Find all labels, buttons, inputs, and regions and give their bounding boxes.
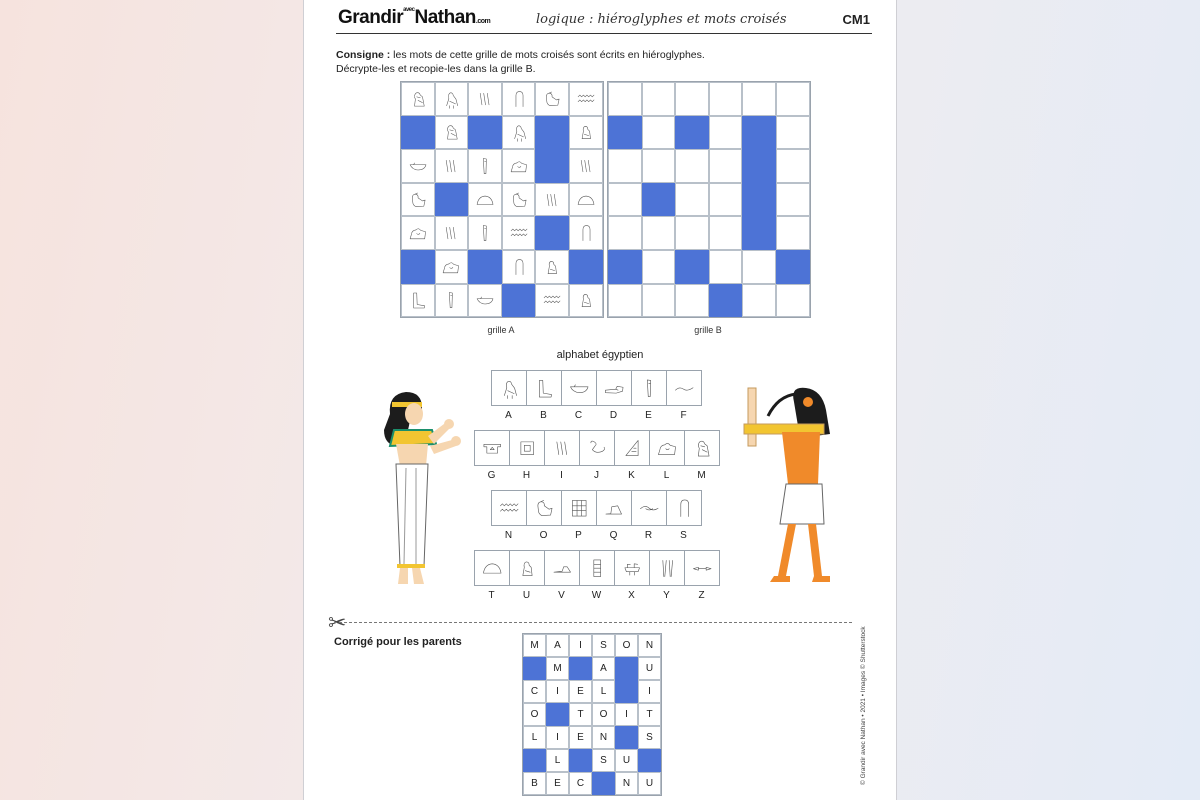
answer-cell: T: [569, 703, 592, 726]
grid-b-black-cell: [742, 216, 776, 250]
grid-a-cell: [401, 216, 435, 250]
grid-a-cell: [468, 183, 502, 217]
grid-b-cell[interactable]: [642, 284, 676, 318]
answer-key-label: Corrigé pour les parents: [334, 636, 462, 648]
hieroglyph-l-icon: [407, 222, 429, 244]
answer-cell: C: [523, 680, 546, 703]
hieroglyph-o-icon: [407, 189, 429, 211]
grid-a-cell: [569, 149, 603, 183]
hieroglyph-y-icon: [655, 556, 679, 580]
grid-b-cell[interactable]: [608, 149, 642, 183]
hieroglyph-l-icon: [508, 155, 530, 177]
grid-b-black-cell: [608, 250, 642, 284]
grid-a-cell: [435, 116, 469, 150]
grid-b-black-cell: [675, 250, 709, 284]
hieroglyph-n-icon: [541, 289, 563, 311]
grid-a-cell: [401, 149, 435, 183]
hieroglyph-q-icon: [602, 496, 626, 520]
cut-line: [334, 622, 852, 623]
alphabet-letter: H: [522, 470, 531, 481]
grid-a-cell: [468, 216, 502, 250]
scissors-icon: ✂: [328, 610, 347, 635]
hieroglyph-n-icon: [497, 496, 521, 520]
alphabet-cell: [491, 370, 527, 406]
alphabet-letter: Q: [609, 530, 618, 541]
hieroglyph-c-icon: [407, 155, 429, 177]
answer-cell: L: [523, 726, 546, 749]
grid-b-cell[interactable]: [776, 183, 810, 217]
grid-a-cell: [569, 116, 603, 150]
alphabet-cell: [666, 370, 702, 406]
grid-a-cell: [502, 82, 536, 116]
answer-cell: O: [592, 703, 615, 726]
grid-a-cell: [435, 216, 469, 250]
hieroglyph-s-icon: [672, 496, 696, 520]
grid-b-cell[interactable]: [776, 116, 810, 150]
answer-cell: I: [638, 680, 661, 703]
hieroglyph-o-icon: [508, 189, 530, 211]
answer-cell: [638, 749, 661, 772]
grid-b-cell[interactable]: [642, 216, 676, 250]
hieroglyph-i-icon: [474, 88, 496, 110]
grid-a-cell: [468, 82, 502, 116]
hieroglyph-i-icon: [440, 155, 462, 177]
answer-cell: S: [638, 726, 661, 749]
alphabet-letter: Y: [663, 590, 670, 601]
alphabet-cell: [614, 550, 650, 586]
alphabet-letter: N: [504, 530, 513, 541]
answer-key-grid: [522, 633, 662, 796]
hieroglyph-z-icon: [690, 556, 714, 580]
grid-b-cell[interactable]: [709, 250, 743, 284]
grid-b-black-cell: [642, 183, 676, 217]
alphabet-title: alphabet égyptien: [556, 349, 644, 361]
hieroglyph-c-icon: [474, 289, 496, 311]
hieroglyph-g-icon: [480, 436, 504, 460]
instructions: Consigne : les mots de cette grille de mots croisés sont écrits en hiéroglyphes. Décrypte-les et recopie-les dans la grille B.: [336, 49, 705, 75]
grid-b-cell[interactable]: [675, 183, 709, 217]
hieroglyph-m-icon: [690, 436, 714, 460]
grid-b-cell[interactable]: [675, 82, 709, 116]
grid-a-cell: [535, 216, 569, 250]
alphabet-letter: F: [680, 410, 687, 421]
grid-b-cell[interactable]: [642, 82, 676, 116]
grid-b-cell[interactable]: [709, 183, 743, 217]
grid-a-cell: [468, 284, 502, 318]
grid-a-cell: [502, 149, 536, 183]
grid-b-cell[interactable]: [742, 82, 776, 116]
hieroglyph-i-icon: [440, 222, 462, 244]
hieroglyph-t-icon: [575, 189, 597, 211]
answer-cell: O: [523, 703, 546, 726]
alphabet-letters-1: [491, 410, 701, 421]
answer-cell: M: [523, 634, 546, 657]
grid-a-cell: [569, 284, 603, 318]
hieroglyph-s-icon: [508, 88, 530, 110]
answer-cell: S: [592, 749, 615, 772]
answer-cell: C: [569, 772, 592, 795]
alphabet-cell: [596, 490, 632, 526]
level-badge: CM1: [842, 12, 870, 27]
grid-b-cell[interactable]: [675, 216, 709, 250]
answer-cell: [615, 657, 638, 680]
hieroglyph-l-icon: [440, 256, 462, 278]
alphabet-row-1: [491, 370, 701, 406]
hieroglyph-u-icon: [575, 121, 597, 143]
grid-b-cell[interactable]: [608, 216, 642, 250]
answer-cell: E: [546, 772, 569, 795]
grid-b-cell[interactable]: [608, 82, 642, 116]
alphabet-cell: [649, 550, 685, 586]
hieroglyph-k-icon: [620, 436, 644, 460]
hieroglyph-w-icon: [585, 556, 609, 580]
alphabet-cell: [596, 370, 632, 406]
hieroglyph-i-icon: [575, 155, 597, 177]
hieroglyph-i-icon: [550, 436, 574, 460]
alphabet-letter: U: [522, 590, 531, 601]
grid-b-cell[interactable]: [642, 149, 676, 183]
hieroglyph-t-icon: [480, 556, 504, 580]
grid-b-black-cell: [742, 116, 776, 150]
alphabet-cell: [631, 490, 667, 526]
hieroglyph-r-icon: [637, 496, 661, 520]
answer-cell: B: [523, 772, 546, 795]
alphabet-letter: D: [609, 410, 618, 421]
alphabet-letter: W: [591, 590, 602, 601]
alphabet-row-2: [474, 430, 719, 466]
alphabet-letter: K: [628, 470, 635, 481]
alphabet-cell: [614, 430, 650, 466]
grid-a-cell: [569, 216, 603, 250]
hieroglyph-m-icon: [407, 88, 429, 110]
grid-b-black-cell: [675, 116, 709, 150]
grid-a-cell: [401, 250, 435, 284]
hieroglyph-a-icon: [508, 121, 530, 143]
answer-cell: [569, 749, 592, 772]
grid-b-cell[interactable]: [776, 149, 810, 183]
alphabet-letter: T: [488, 590, 495, 601]
grid-a-cell: [535, 149, 569, 183]
hieroglyph-u-icon: [515, 556, 539, 580]
grid-b-cell[interactable]: [709, 116, 743, 150]
grid-b[interactable]: [607, 81, 811, 318]
alphabet-letter: X: [628, 590, 635, 601]
alphabet-cell: [561, 370, 597, 406]
grid-a-caption: grille A: [487, 325, 515, 335]
grid-b-cell[interactable]: [776, 216, 810, 250]
alphabet-cell: [544, 430, 580, 466]
hieroglyph-f-icon: [672, 376, 696, 400]
grid-b-cell[interactable]: [776, 284, 810, 318]
hieroglyph-o-icon: [532, 496, 556, 520]
hieroglyph-b-icon: [407, 289, 429, 311]
hieroglyph-s-icon: [575, 222, 597, 244]
grid-a-cell: [502, 250, 536, 284]
worksheet-page: [303, 0, 897, 800]
answer-cell: [523, 749, 546, 772]
grid-a-cell: [435, 149, 469, 183]
answer-cell: [615, 726, 638, 749]
grid-a-cell: [569, 82, 603, 116]
grid-a-cell: [435, 284, 469, 318]
answer-cell: O: [615, 634, 638, 657]
doc-title: logique : hiéroglyphes et mots croisés: [536, 12, 787, 27]
grid-a-cell: [401, 82, 435, 116]
grid-a-cell: [435, 183, 469, 217]
grid-a-cell: [502, 284, 536, 318]
hieroglyph-u-icon: [575, 289, 597, 311]
hieroglyph-p-icon: [567, 496, 591, 520]
alphabet-letter: C: [574, 410, 583, 421]
alphabet-cell: [509, 550, 545, 586]
answer-cell: A: [592, 657, 615, 680]
hieroglyph-l-icon: [655, 436, 679, 460]
hieroglyph-d-icon: [602, 376, 626, 400]
grid-b-cell[interactable]: [608, 284, 642, 318]
alphabet-row-4: [474, 550, 719, 586]
grid-a-cell: [502, 116, 536, 150]
alphabet-row-3: [491, 490, 701, 526]
grid-b-cell[interactable]: [608, 183, 642, 217]
answer-cell: I: [546, 680, 569, 703]
alphabet-letter: P: [575, 530, 582, 541]
grid-a-cell: [569, 250, 603, 284]
alphabet-letter: I: [560, 470, 563, 481]
hieroglyph-x-icon: [620, 556, 644, 580]
hieroglyph-e-icon: [637, 376, 661, 400]
alphabet-letter: O: [539, 530, 548, 541]
grid-a-cell: [535, 116, 569, 150]
answer-cell: E: [569, 726, 592, 749]
answer-cell: [546, 703, 569, 726]
alphabet-cell: [526, 490, 562, 526]
grid-b-cell[interactable]: [642, 250, 676, 284]
alphabet-cell: [561, 490, 597, 526]
alphabet-letter: R: [644, 530, 653, 541]
ibis-scribe-illustration: [734, 380, 844, 592]
answer-cell: [569, 657, 592, 680]
alphabet-cell: [491, 490, 527, 526]
alphabet-letters-2: [474, 470, 719, 481]
answer-cell: T: [638, 703, 661, 726]
hieroglyph-v-icon: [550, 556, 574, 580]
answer-cell: [615, 680, 638, 703]
answer-cell: N: [592, 726, 615, 749]
alphabet-cell: [544, 550, 580, 586]
grid-a-cell: [435, 82, 469, 116]
alphabet-letter: A: [505, 410, 512, 421]
grid-b-cell[interactable]: [776, 82, 810, 116]
grid-a-cell: [401, 183, 435, 217]
hieroglyph-o-icon: [541, 88, 563, 110]
answer-cell: A: [546, 634, 569, 657]
grid-a: [400, 81, 604, 318]
copyright-credit: © Grandir avec Nathan • 2021 • Images © Shutterstock: [860, 626, 867, 785]
hieroglyph-b-icon: [532, 376, 556, 400]
alphabet-letters-3: [491, 530, 701, 541]
grid-a-cell: [569, 183, 603, 217]
alphabet-cell: [509, 430, 545, 466]
answer-cell: I: [569, 634, 592, 657]
answer-cell: U: [615, 749, 638, 772]
alphabet-cell: [579, 550, 615, 586]
answer-cell: S: [592, 634, 615, 657]
answer-cell: L: [546, 749, 569, 772]
alphabet-cell: [474, 550, 510, 586]
answer-cell: [523, 657, 546, 680]
grid-b-caption: grille B: [694, 325, 722, 335]
grid-b-cell[interactable]: [709, 149, 743, 183]
header: [336, 4, 872, 34]
alphabet-letter: E: [645, 410, 652, 421]
alphabet-letter: M: [697, 470, 706, 481]
hieroglyph-a-icon: [440, 88, 462, 110]
grid-a-cell: [468, 149, 502, 183]
alphabet-cell: [631, 370, 667, 406]
alphabet-letter: L: [663, 470, 670, 481]
answer-cell: N: [615, 772, 638, 795]
alphabet-letter: G: [487, 470, 496, 481]
alphabet-cell: [684, 430, 720, 466]
alphabet-letter: B: [540, 410, 547, 421]
grid-b-cell[interactable]: [642, 116, 676, 150]
answer-cell: I: [546, 726, 569, 749]
hieroglyph-a-icon: [497, 376, 521, 400]
alphabet-cell: [579, 430, 615, 466]
hieroglyph-n-icon: [575, 88, 597, 110]
grid-a-cell: [468, 250, 502, 284]
grid-a-cell: [502, 216, 536, 250]
brand-logo: Grandir$^{avec}$Nathan.com: [338, 7, 491, 28]
alphabet-cell: [684, 550, 720, 586]
hieroglyph-m-icon: [440, 121, 462, 143]
grid-a-cell: [502, 183, 536, 217]
answer-cell: [592, 772, 615, 795]
alphabet-cell: [474, 430, 510, 466]
hieroglyph-i-icon: [541, 189, 563, 211]
alphabet-letter: S: [680, 530, 687, 541]
grid-b-black-cell: [742, 183, 776, 217]
hieroglyph-j-icon: [585, 436, 609, 460]
answer-cell: U: [638, 657, 661, 680]
hieroglyph-c-icon: [567, 376, 591, 400]
grid-b-black-cell: [742, 149, 776, 183]
grid-a-cell: [535, 183, 569, 217]
answer-cell: N: [638, 634, 661, 657]
answer-cell: U: [638, 772, 661, 795]
hieroglyph-n-icon: [508, 222, 530, 244]
alphabet-letter: J: [594, 470, 599, 481]
grid-a-cell: [401, 116, 435, 150]
egyptian-woman-illustration: [370, 386, 470, 592]
grid-a-cell: [535, 82, 569, 116]
grid-a-cell: [435, 250, 469, 284]
grid-a-cell: [535, 250, 569, 284]
grid-b-cell[interactable]: [742, 284, 776, 318]
grid-b-cell[interactable]: [675, 149, 709, 183]
grid-b-black-cell: [608, 116, 642, 150]
hieroglyph-e-icon: [440, 289, 462, 311]
hieroglyph-e-icon: [474, 155, 496, 177]
answer-cell: I: [615, 703, 638, 726]
hieroglyph-t-icon: [474, 189, 496, 211]
grid-b-black-cell: [776, 250, 810, 284]
grid-a-cell: [535, 284, 569, 318]
answer-cell: M: [546, 657, 569, 680]
grid-b-cell[interactable]: [709, 216, 743, 250]
grid-a-cell: [401, 284, 435, 318]
alphabet-letter: Z: [698, 590, 705, 601]
grid-b-cell[interactable]: [742, 250, 776, 284]
alphabet-letters-4: [474, 590, 719, 601]
answer-cell: L: [592, 680, 615, 703]
hieroglyph-s-icon: [508, 256, 530, 278]
grid-b-cell[interactable]: [675, 284, 709, 318]
hieroglyph-e-icon: [474, 222, 496, 244]
grid-b-black-cell: [709, 284, 743, 318]
answer-cell: E: [569, 680, 592, 703]
alphabet-cell: [649, 430, 685, 466]
grid-a-cell: [468, 116, 502, 150]
hieroglyph-h-icon: [515, 436, 539, 460]
alphabet-letter: V: [558, 590, 565, 601]
hieroglyph-u-icon: [541, 256, 563, 278]
grid-b-cell[interactable]: [709, 82, 743, 116]
alphabet-cell: [526, 370, 562, 406]
alphabet-cell: [666, 490, 702, 526]
